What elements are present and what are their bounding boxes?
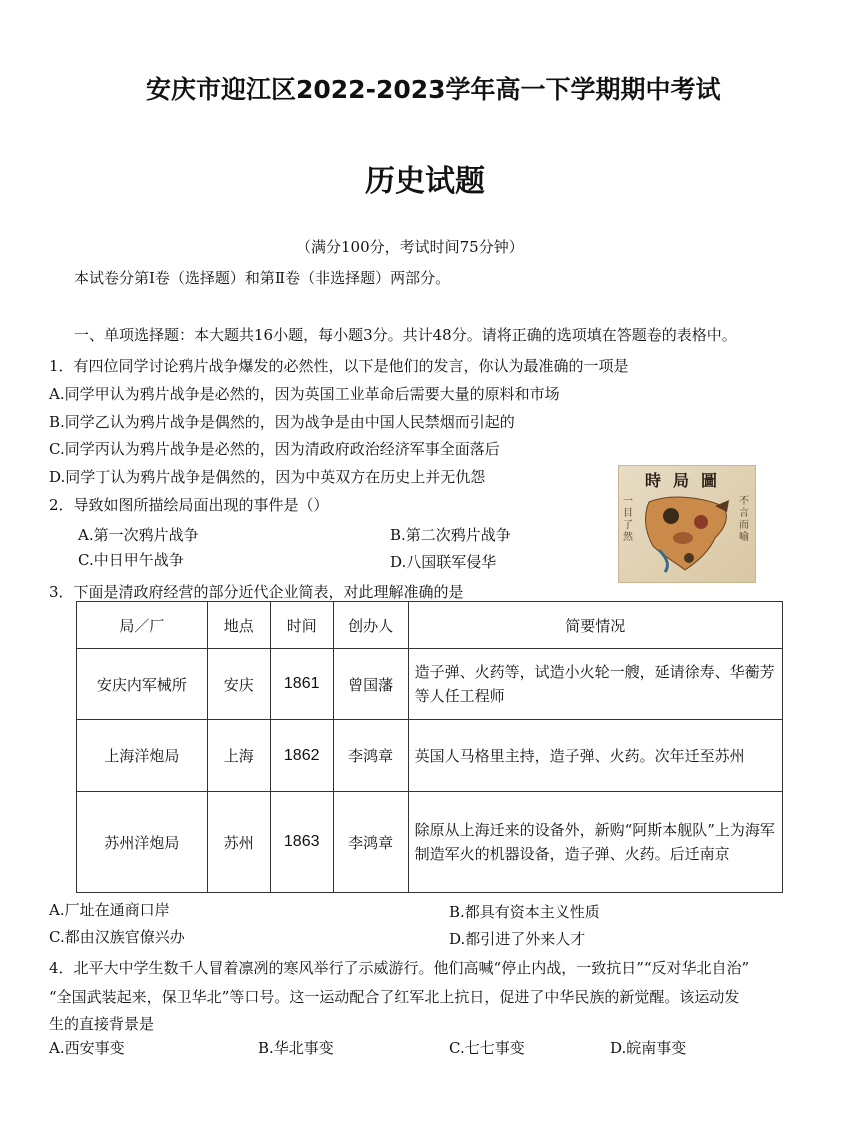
q4-stem-line-3: 生的直接背景是 bbox=[49, 1015, 155, 1033]
q2-option-a: A.第一次鸦片战争 bbox=[78, 526, 199, 544]
figure-right-caption: 不言而喻 bbox=[739, 496, 749, 543]
table-cell-founder: 曾国藩 bbox=[333, 649, 408, 720]
table-cell-location: 安庆 bbox=[207, 649, 270, 720]
table-header-cell: 创办人 bbox=[333, 602, 408, 649]
q2-option-b: B.第二次鸦片战争 bbox=[390, 526, 511, 544]
table-header-cell: 时间 bbox=[270, 602, 333, 649]
table-cell-name: 安庆内军械所 bbox=[77, 649, 208, 720]
table-cell-description: 除原从上海迁来的设备外，新购“阿斯本舰队”上为海军制造军火的机器设备，造子弹、火药。后迁南京 bbox=[408, 792, 782, 893]
q2-stem: 2．导致如图所描绘局面出现的事件是（） bbox=[49, 496, 329, 514]
table-cell-description: 英国人马格里主持，造子弹、火药。次年迁至苏州 bbox=[408, 720, 782, 792]
q1-option-b: B.同学乙认为鸦片战争是偶然的，因为战争是由中国人民禁烟而引起的 bbox=[49, 413, 515, 431]
table-cell-founder: 李鸿章 bbox=[333, 792, 408, 893]
table-cell-year: 1861 bbox=[270, 649, 333, 720]
table-cell-year: 1863 bbox=[270, 792, 333, 893]
table-cell-founder: 李鸿章 bbox=[333, 720, 408, 792]
exam-title: 安庆市迎江区2022-2023学年高一下学期期中考试 bbox=[146, 75, 721, 104]
q4-stem-line-1: 4．北平大中学生数千人冒着凛冽的寒风举行了示威游行。他们高喊“停止内战，一致抗日”“反对华北自治” bbox=[49, 959, 750, 977]
section-heading: 一、单项选择题：本大题共16小题，每小题3分。共计48分。请将正确的选项填在答题卷的表格中。 bbox=[74, 326, 737, 344]
q3-option-a: A.厂址在通商口岸 bbox=[49, 901, 170, 919]
table-header-cell: 地点 bbox=[207, 602, 270, 649]
q1-option-d: D.同学丁认为鸦片战争是偶然的，因为中英双方在历史上并无仇怨 bbox=[49, 468, 486, 486]
q3-option-b: B.都具有资本主义性质 bbox=[449, 903, 600, 921]
table-header-cell: 局／厂 bbox=[77, 602, 208, 649]
q4-option-c: C.七七事变 bbox=[449, 1039, 525, 1057]
q1-option-a: A.同学甲认为鸦片战争是必然的，因为英国工业革命后需要大量的原料和市场 bbox=[49, 385, 560, 403]
q2-option-d: D.八国联军侵华 bbox=[390, 553, 497, 571]
table-cell-name: 上海洋炮局 bbox=[77, 720, 208, 792]
q3-stem: 3．下面是清政府经营的部分近代企业简表，对此理解准确的是 bbox=[49, 583, 464, 601]
enterprise-table bbox=[76, 601, 783, 893]
historical-cartoon-figure bbox=[618, 465, 756, 583]
q4-option-d: D.皖南事变 bbox=[610, 1039, 687, 1057]
q4-option-b: B.华北事变 bbox=[258, 1039, 334, 1057]
table-cell-location: 上海 bbox=[207, 720, 270, 792]
q3-option-c: C.都由汉族官僚兴办 bbox=[49, 928, 185, 946]
table-header-cell: 简要情况 bbox=[408, 602, 782, 649]
exam-info: （满分100分，考试时间75分钟） bbox=[296, 238, 524, 256]
subject-title: 历史试题 bbox=[365, 164, 485, 199]
table-row bbox=[77, 649, 783, 720]
table-cell-description: 造子弹、火药等，试造小火轮一艘，延请徐寿、华蘅芳等人任工程师 bbox=[408, 649, 782, 720]
q4-option-a: A.西安事变 bbox=[49, 1039, 125, 1057]
q2-option-c: C.中日甲午战争 bbox=[78, 551, 184, 569]
figure-left-caption: 一目了然 bbox=[623, 496, 633, 543]
table-row bbox=[77, 792, 783, 893]
paper-structure: 本试卷分第Ⅰ卷（选择题）和第Ⅱ卷（非选择题）两部分。 bbox=[74, 269, 451, 287]
table-cell-name: 苏州洋炮局 bbox=[77, 792, 208, 893]
map-cartoon-icon bbox=[619, 466, 755, 582]
q1-option-c: C.同学丙认为鸦片战争是必然的，因为清政府政治经济军事全面落后 bbox=[49, 440, 500, 458]
q4-stem-line-2: “全国武装起来，保卫华北”等口号。这一运动配合了红军北上抗日，促进了中华民族的新觉醒。该运动发 bbox=[49, 988, 740, 1006]
q3-option-d: D.都引进了外来人才 bbox=[449, 930, 586, 948]
table-row bbox=[77, 720, 783, 792]
table-cell-location: 苏州 bbox=[207, 792, 270, 893]
table-header-row bbox=[77, 602, 783, 649]
figure-title: 時局圖 bbox=[644, 471, 729, 490]
q1-stem: 1．有四位同学讨论鸦片战争爆发的必然性，以下是他们的发言，你认为最准确的一项是 bbox=[49, 357, 629, 375]
table-cell-year: 1862 bbox=[270, 720, 333, 792]
